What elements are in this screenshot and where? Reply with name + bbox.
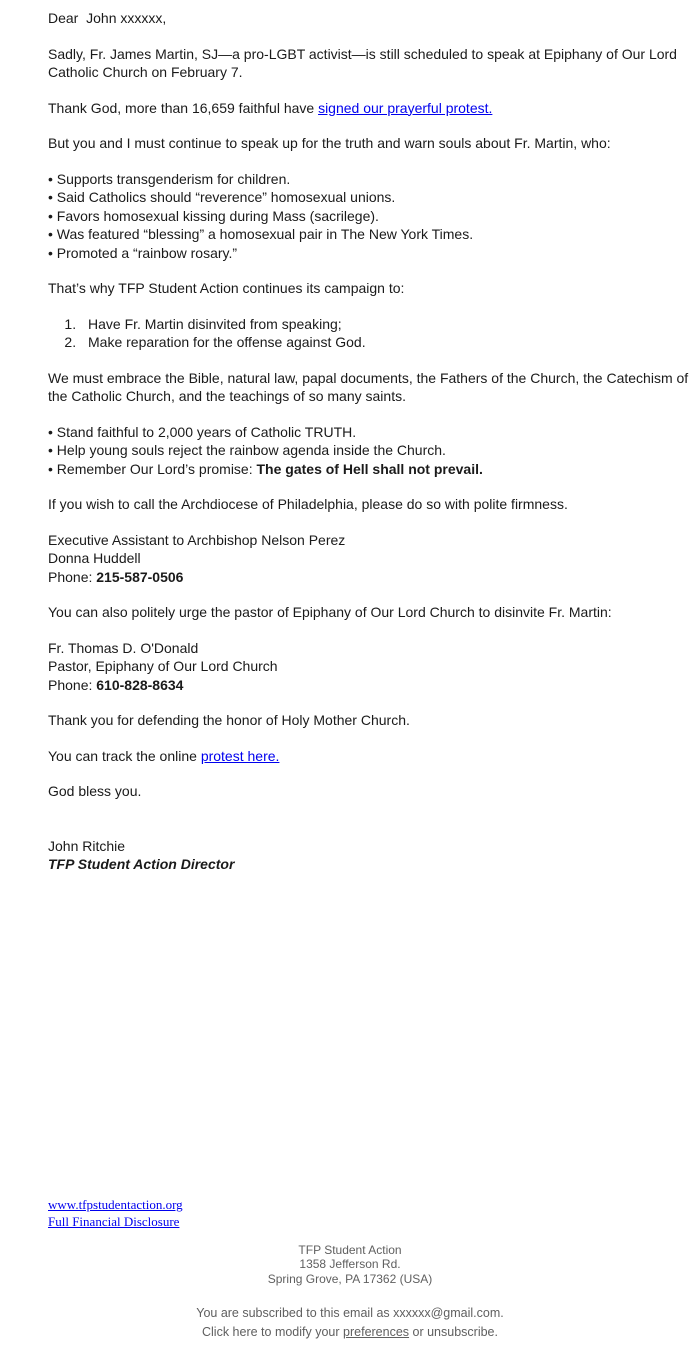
contact-name: Donna Huddell bbox=[48, 550, 141, 566]
bullet-item: • Was featured “blessing” a homosexual pair in The New York Times. bbox=[48, 226, 474, 242]
para-bless: God bless you. bbox=[48, 783, 142, 799]
contact-name: Fr. Thomas D. O'Donald bbox=[48, 639, 199, 656]
bullet-item bbox=[48, 460, 692, 479]
para-pastor: You can also politely urge the pastor of Epiphany of Our Lord Church to disinvite Fr. Martin: bbox=[48, 604, 612, 620]
bullet-list-stand bbox=[48, 423, 692, 479]
bullet-remember-text: • Remember Our Lord’s promise: bbox=[48, 460, 257, 477]
bullet-item: • Help young souls reject the rainbow agenda inside the Church. bbox=[48, 442, 446, 458]
contact-block-archbishop bbox=[48, 531, 692, 587]
bullet-item: • Supports transgenderism for children. bbox=[48, 170, 291, 187]
para-thankyou: Thank you for defending the honor of Holy Mother Church. bbox=[48, 712, 410, 728]
modify-note bbox=[0, 1323, 700, 1342]
para-archdiocese: If you wish to call the Archdiocese of Philadelphia, please do so with polite firmness. bbox=[48, 496, 568, 512]
prayerful-protest-link[interactable]: signed our prayerful protest. bbox=[318, 99, 493, 116]
bullet-item: • Favors homosexual kissing during Mass (sacrilege). bbox=[48, 207, 379, 224]
bullet-item: • Promoted a “rainbow rosary.” bbox=[48, 244, 238, 261]
bullet-item: • Said Catholics should “reverence” homosexual unions. bbox=[48, 189, 396, 205]
para-embrace: We must embrace the Bible, natural law, papal documents, the Fathers of the Church, the Catechism of the Catholic Church, and the teachings of so many saints. bbox=[48, 369, 689, 404]
contact-block-pastor bbox=[48, 639, 692, 695]
contact-phone bbox=[48, 568, 692, 587]
signature-title: TFP Student Action Director bbox=[48, 856, 235, 872]
greeting-line: Dear John xxxxxx, bbox=[48, 10, 167, 26]
numbered-item: 2. Make reparation for the offense against God. bbox=[80, 333, 692, 352]
address-block bbox=[0, 1243, 700, 1287]
para-continue: But you and I must continue to speak up for the truth and warn souls about Fr. Martin, who: bbox=[48, 135, 611, 151]
bold-promise-text: The gates of Hell shall not prevail. bbox=[256, 460, 483, 477]
numbered-item: 1. Have Fr. Martin disinvited from speaking; bbox=[80, 315, 692, 334]
subscribe-block bbox=[0, 1304, 700, 1342]
phone-number: 215-587-0506 bbox=[96, 568, 184, 585]
contact-role: Executive Assistant to Archbishop Nelson Perez bbox=[48, 531, 346, 548]
para-campaign: That’s why TFP Student Action continues its campaign to: bbox=[48, 280, 405, 296]
subscribed-note: You are subscribed to this email as xxxxxx@gmail.com. bbox=[196, 1306, 504, 1320]
address-street: 1358 Jefferson Rd. bbox=[299, 1257, 401, 1271]
para-sadly: Sadly, Fr. James Martin, SJ—a pro-LGBT activist—is still scheduled to speak at Epiphany of Our Lord Catholic Church on February 7. bbox=[48, 45, 677, 80]
para-thank-god bbox=[48, 99, 692, 118]
para-track-text: You can track the online bbox=[48, 747, 201, 764]
signature-block bbox=[48, 837, 692, 874]
website-link[interactable]: www.tfpstudentaction.org bbox=[48, 1196, 183, 1212]
para-thank-god-text: Thank God, more than 16,659 faithful have bbox=[48, 99, 319, 116]
campaign-numbered-list bbox=[48, 315, 692, 352]
modify-note-prefix: Click here to modify your bbox=[202, 1325, 344, 1339]
protest-here-link[interactable]: protest here. bbox=[200, 747, 280, 764]
bullet-list-martin bbox=[48, 170, 692, 263]
address-city: Spring Grove, PA 17362 (USA) bbox=[267, 1271, 433, 1286]
financial-disclosure-link[interactable]: Full Financial Disclosure bbox=[48, 1213, 180, 1229]
bullet-item: • Stand faithful to 2,000 years of Catholic TRUTH. bbox=[48, 423, 357, 440]
modify-note-suffix: or unsubscribe. bbox=[409, 1325, 498, 1339]
para-track bbox=[48, 747, 692, 766]
address-org: TFP Student Action bbox=[298, 1242, 402, 1257]
contact-role: Pastor, Epiphany of Our Lord Church bbox=[48, 658, 278, 674]
preferences-link[interactable]: preferences bbox=[343, 1325, 410, 1339]
signature-name: John Ritchie bbox=[48, 837, 126, 854]
contact-phone bbox=[48, 676, 692, 695]
phone-label: Phone: bbox=[48, 568, 97, 585]
footer-links bbox=[0, 1196, 700, 1230]
phone-number: 610-828-8634 bbox=[96, 676, 184, 693]
phone-label: Phone: bbox=[48, 676, 97, 693]
